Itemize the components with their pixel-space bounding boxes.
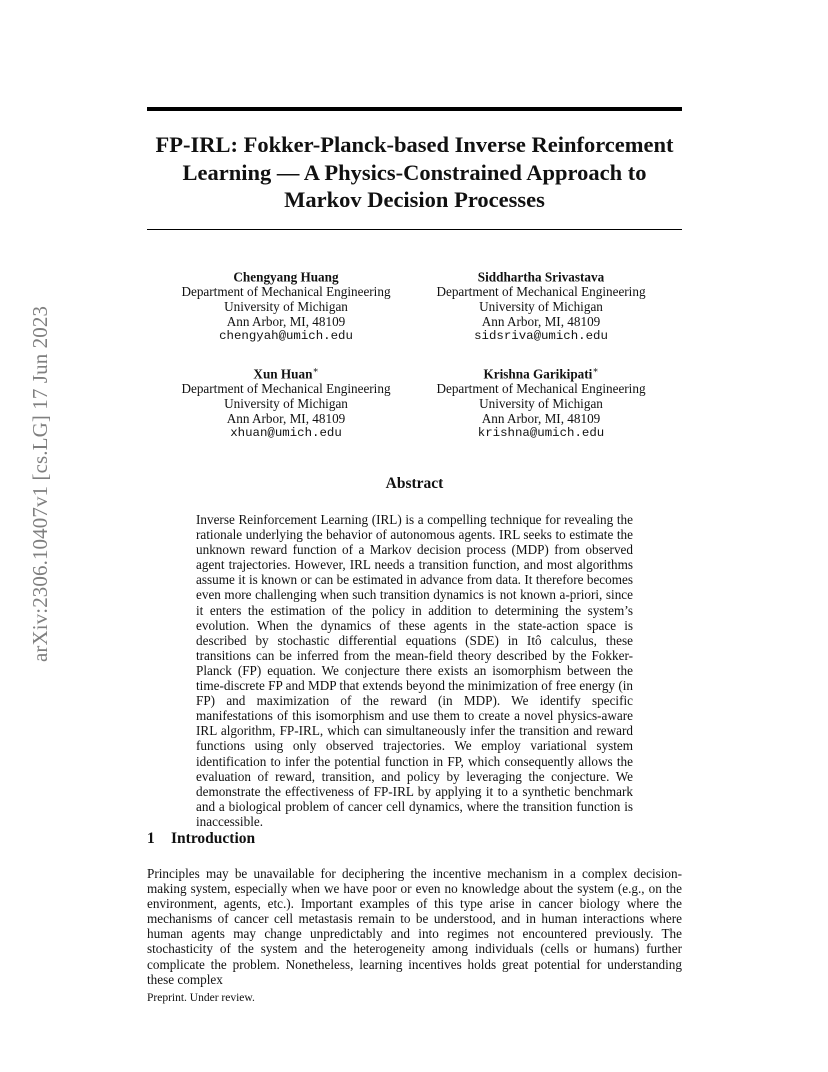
author-name: Krishna Garikipati∗ (483, 365, 599, 382)
title-line: Markov Decision Processes (284, 187, 545, 212)
author-address: Ann Arbor, MI, 48109 (481, 411, 601, 427)
author-block (161, 266, 411, 344)
author-block (161, 363, 411, 441)
author-department: Department of Mechanical Engineering (436, 381, 646, 397)
preprint-note: Preprint. Under review. (147, 992, 255, 1004)
section-heading (147, 830, 682, 848)
arxiv-identifier: arXiv:2306.10407v1 [cs.LG] 17 Jun 2023 (28, 305, 52, 663)
author-email[interactable]: krishna@umich.edu (477, 426, 605, 441)
author-block (416, 363, 666, 441)
author-university: University of Michigan (479, 299, 603, 315)
author-name: Siddhartha Srivastava (477, 269, 605, 285)
author-block (416, 266, 666, 344)
title-line: FP-IRL: Fokker-Planck-based Inverse Reinforcement (155, 132, 674, 157)
author-university: University of Michigan (224, 396, 348, 412)
author-university: University of Michigan (224, 299, 348, 315)
author-department: Department of Mechanical Engineering (436, 284, 646, 300)
title-line: Learning — A Physics-Constrained Approach to (182, 159, 647, 185)
title-top-rule (147, 107, 682, 111)
author-email[interactable]: chengyah@umich.edu (219, 329, 353, 344)
author-address: Ann Arbor, MI, 48109 (226, 411, 346, 427)
author-address: Ann Arbor, MI, 48109 (226, 314, 346, 330)
section-number: 1 (147, 830, 155, 847)
author-university: University of Michigan (479, 396, 603, 412)
author-name: Chengyang Huang (233, 269, 339, 285)
section-title: Introduction (171, 830, 256, 847)
author-address: Ann Arbor, MI, 48109 (481, 314, 601, 330)
abstract-heading: Abstract (385, 475, 444, 492)
abstract-body: Inverse Reinforcement Learning (IRL) is a compelling technique for revealing the rationale underlying the behavior of autonomous agents. IRL seeks to estimate the unknown reward function of a Markov decision process (MDP) from observed agent trajectories. However, IRL needs a transition function, and most algorithms assume it is known or can be estimated in advance from data. It therefore becomes even more challenging when such transition dynamics is not known a-priori, since it enters the estimation of the policy in addition to determining the system’s evolution. When the dynamics of these agents in the state-action space is described by stochastic differential equations (SDE) in Itô calculus, these transitions can be inferred from the mean-field theory described by the Fokker-Planck (FP) equation. We conjecture there exists an isomorphism between the time-discrete FP and MDP that extends beyond the minimization of free energy (in FP) and maximization of the reward (in MDP). We identify specific manifestations of this isomorphism and use them to create a novel physics-aware IRL algorithm, FP-IRL, which can simultaneously infer the transition and reward functions using only observed trajectories. We employ variational system identification to infer the potential function in FP, which consequently allows the evaluation of reward, transition, and policy by leveraging the conjecture. We demonstrate the effectiveness of FP-IRL by applying it to a synthetic benchmark and a biological problem of cancer cell dynamics, where the transition function is inaccessible. (196, 512, 633, 829)
author-department: Department of Mechanical Engineering (181, 284, 391, 300)
author-department: Department of Mechanical Engineering (181, 381, 391, 397)
author-name: Xun Huan∗ (253, 365, 319, 382)
author-email[interactable]: xhuan@umich.edu (230, 426, 342, 441)
title-bottom-rule (147, 229, 682, 230)
introduction-body: Principles may be unavailable for deciphering the incentive mechanism in a complex decision-making system, especially when we have poor or even no knowledge about the system (e.g., on the environment, agents, etc.). Important examples of this type arise in cancer biology where the mechanisms of cancer cell metastasis remain to be understood, and in human interactions where human agents may change unpredictably and into regimes not encountered previously. The stochasticity of the system and the heterogeneity among individuals (cells or humans) further complicate the problem. Nonetheless, learning incentives holds great potential for understanding these complex (147, 866, 682, 987)
paper-title (140, 131, 689, 214)
author-email[interactable]: sidsriva@umich.edu (474, 329, 608, 344)
